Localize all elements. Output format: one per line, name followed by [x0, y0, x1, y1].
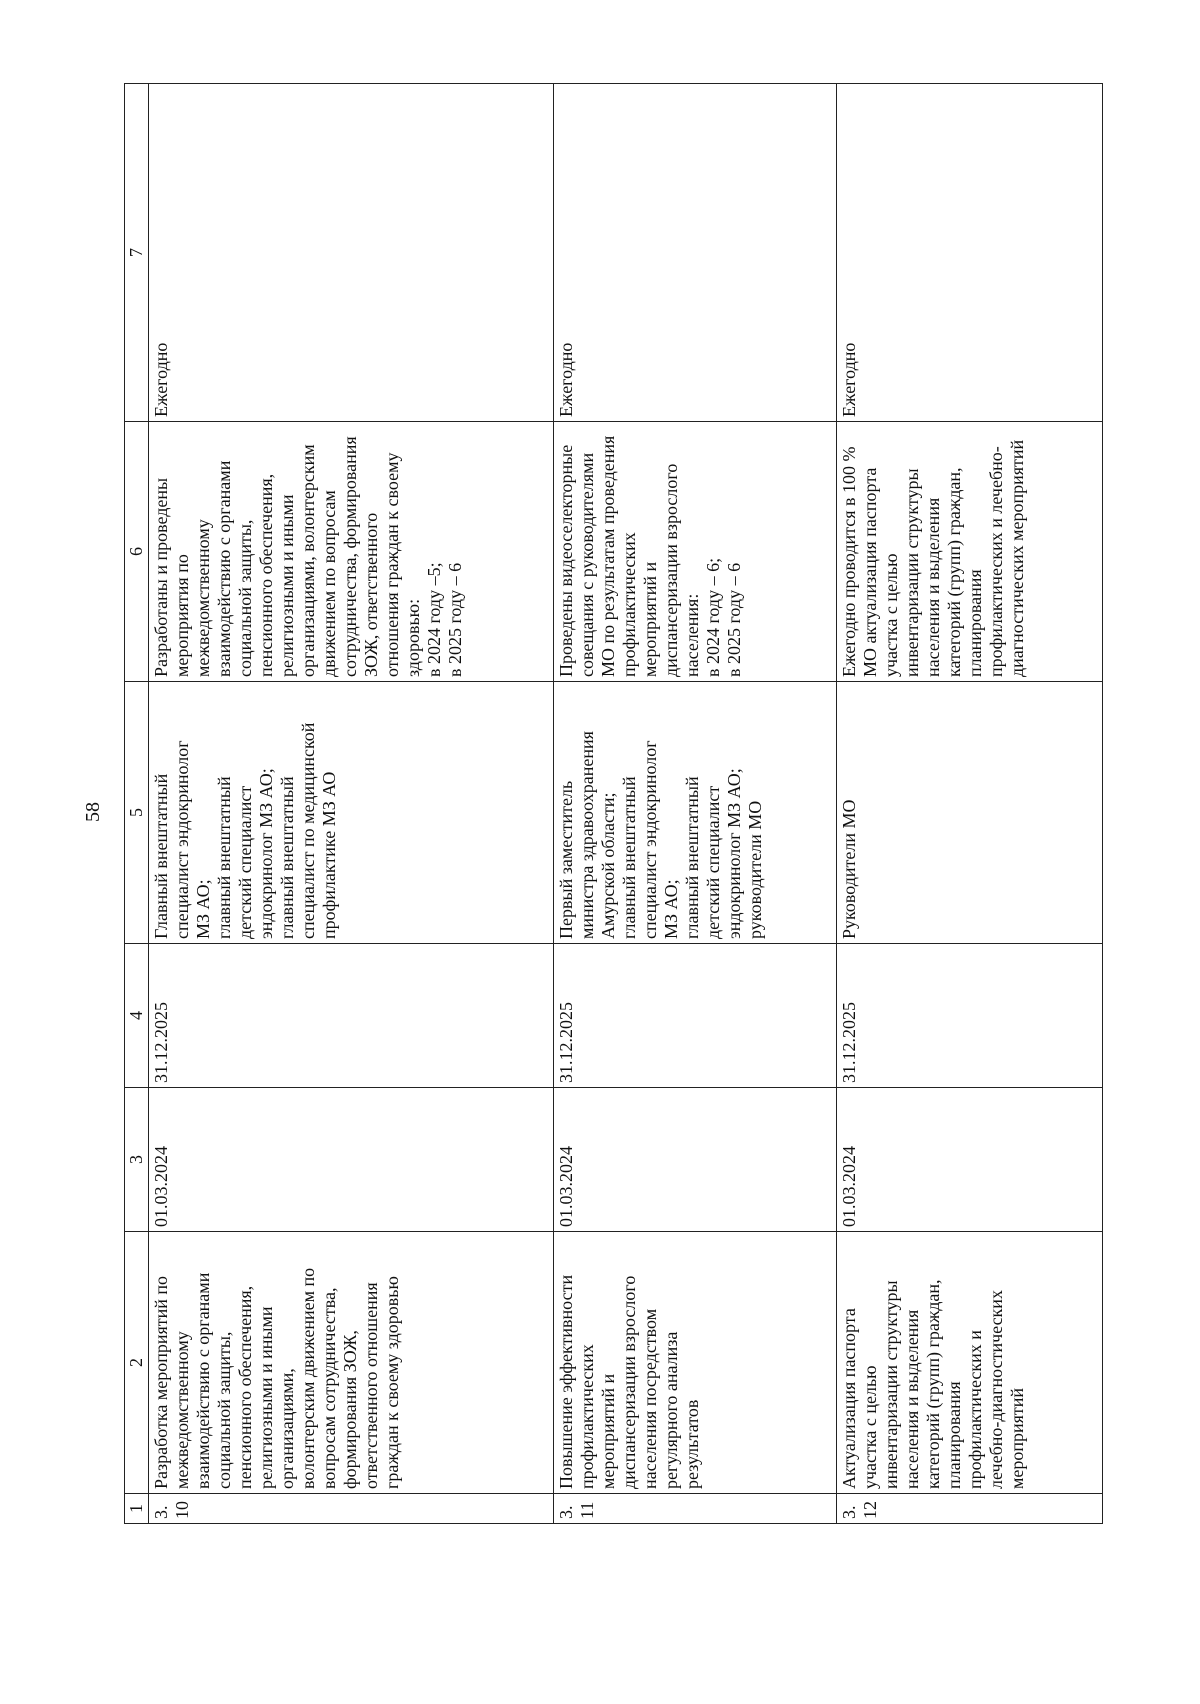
responsible-cell	[149, 682, 554, 944]
table-row	[554, 84, 837, 1524]
activity-line: мероприятий	[1007, 1387, 1027, 1489]
plan-table	[124, 83, 1103, 1524]
activity-line: категорий (групп) граждан,	[923, 1279, 943, 1489]
result-line: участка с целью	[881, 553, 901, 677]
header-cell: 6	[125, 422, 149, 682]
result-line: населения и выделения	[923, 497, 943, 677]
result-line: Разработаны и проведены	[151, 477, 171, 677]
result-line: в 2025 году – 6	[724, 562, 744, 677]
responsible-line: детский специалист	[235, 785, 255, 939]
header-cell: 1	[125, 1494, 149, 1524]
responsible-line: специалист эндокринолог	[640, 740, 660, 939]
responsible-line: главный внештатный	[214, 776, 234, 939]
activity-line: ответственного отношения	[361, 1282, 381, 1489]
row-number: 3.12	[837, 1494, 1103, 1524]
header-cell: 7	[125, 84, 149, 422]
result-line: взаимодействию с органами	[214, 460, 234, 677]
activity-cell	[554, 1232, 837, 1494]
activity-line: регулярного анализа	[661, 1331, 681, 1489]
responsible-line: руководители МО	[745, 800, 765, 939]
activity-cell	[149, 1232, 554, 1494]
result-line: мероприятия по	[172, 554, 192, 677]
result-line: отношения граждан к своему	[382, 452, 402, 677]
responsible-line: специалист по медицинской	[298, 722, 318, 939]
result-line: сотрудничества, формирования	[340, 436, 360, 677]
responsible-line: Амурской области;	[598, 792, 618, 939]
start-date: 01.03.2024	[554, 1088, 837, 1232]
activity-line: взаимодействию с органами	[193, 1272, 213, 1489]
activity-line: Актуализация паспорта	[839, 1308, 859, 1489]
header-cell: 4	[125, 944, 149, 1088]
result-line: профилактических	[619, 532, 639, 677]
responsible-line: детский специалист	[703, 785, 723, 939]
row-number: 3.11	[554, 1494, 837, 1524]
responsible-line: МЗ АО;	[193, 879, 213, 939]
responsible-line: профилактике МЗ АО	[319, 771, 339, 939]
start-date: 01.03.2024	[837, 1088, 1103, 1232]
activity-line: формирования ЗОЖ,	[340, 1330, 360, 1489]
result-line: Ежегодно проводится в 100 %	[839, 446, 859, 677]
activity-line: вопросам сотрудничества,	[319, 1287, 339, 1489]
result-line: МО по результатам проведения	[598, 435, 618, 677]
result-line: в 2025 году – 6	[445, 562, 465, 677]
responsible-line: Руководители МО	[839, 799, 859, 939]
activity-line: планирования	[944, 1381, 964, 1489]
responsible-line: главный внештатный	[682, 776, 702, 939]
activity-line: участка с целью	[860, 1365, 880, 1489]
result-line: в 2024 году –5;	[424, 562, 444, 677]
header-row	[125, 84, 149, 1524]
result-line: ЗОЖ, ответственного	[361, 512, 381, 677]
result-line: диспансеризации взрослого	[661, 463, 681, 677]
page-number: 58	[82, 802, 104, 822]
period-cell: Ежегодно	[554, 84, 837, 422]
responsible-line: главный внештатный	[619, 776, 639, 939]
activity-line: инвентаризации структуры	[881, 1280, 901, 1489]
activity-line: волонтерским движением по	[298, 1267, 318, 1489]
activity-line: диспансеризации взрослого	[619, 1275, 639, 1489]
responsible-cell	[554, 682, 837, 944]
result-line: в 2024 году – 6;	[703, 557, 723, 677]
result-line: планирования	[965, 569, 985, 677]
activity-line: лечебно-диагностических	[986, 1290, 1006, 1489]
end-date: 31.12.2025	[837, 944, 1103, 1088]
header-cell: 2	[125, 1232, 149, 1494]
result-line: религиозными и иными	[277, 494, 297, 677]
result-cell	[554, 422, 837, 682]
result-line: категорий (групп) граждан,	[944, 467, 964, 677]
period-cell: Ежегодно	[837, 84, 1103, 422]
activity-line: пенсионного обеспечения,	[235, 1285, 255, 1489]
row-number: 3.10	[149, 1494, 554, 1524]
result-line: диагностических мероприятий	[1007, 439, 1027, 677]
activity-line: религиозными и иными	[256, 1306, 276, 1489]
activity-line: Разработка мероприятий по	[151, 1275, 171, 1489]
result-line: населения:	[682, 593, 702, 677]
activity-line: организациями,	[277, 1368, 297, 1489]
header-cell: 5	[125, 682, 149, 944]
period-cell: Ежегодно	[149, 84, 554, 422]
activity-line: населения и выделения	[902, 1309, 922, 1489]
activity-line: граждан к своему здоровью	[382, 1276, 402, 1489]
responsible-line: эндокринолог МЗ АО;	[256, 768, 276, 939]
responsible-line: главный внештатный	[277, 776, 297, 939]
result-line: Проведены видеоселекторные	[556, 444, 576, 677]
activity-line: мероприятий и	[598, 1373, 618, 1489]
result-line: пенсионного обеспечения,	[256, 473, 276, 677]
header-cell: 3	[125, 1088, 149, 1232]
responsible-line: специалист эндокринолог	[172, 740, 192, 939]
responsible-line: Главный внештатный	[151, 773, 171, 939]
result-line: здоровью:	[403, 598, 423, 677]
result-cell	[149, 422, 554, 682]
table-row	[149, 84, 554, 1524]
activity-line: профилактических и	[965, 1330, 985, 1489]
responsible-line: Первый заместитель	[556, 780, 576, 939]
result-line: движением по вопросам	[319, 490, 339, 677]
rotated-table-container	[124, 84, 1144, 1524]
result-line: социальной защиты,	[235, 519, 255, 677]
activity-line: Повышение эффективности	[556, 1274, 576, 1489]
activity-line: социальной защиты,	[214, 1331, 234, 1489]
start-date: 01.03.2024	[149, 1088, 554, 1232]
responsible-line: министра здравоохранения	[577, 731, 597, 939]
responsible-cell	[837, 682, 1103, 944]
activity-line: межведомственному	[172, 1331, 192, 1489]
end-date: 31.12.2025	[554, 944, 837, 1088]
responsible-line: МЗ АО;	[661, 879, 681, 939]
result-line: межведомственному	[193, 519, 213, 677]
result-line: организациями, волонтерским	[298, 444, 318, 677]
activity-cell	[837, 1232, 1103, 1494]
result-line: МО актуализация паспорта	[860, 467, 880, 677]
result-line: инвентаризации структуры	[902, 468, 922, 677]
activity-line: населения посредством	[640, 1308, 660, 1489]
activity-line: результатов	[682, 1399, 702, 1489]
result-line: мероприятий и	[640, 561, 660, 677]
responsible-line: эндокринолог МЗ АО;	[724, 768, 744, 939]
result-line: профилактических и лечебно-	[986, 446, 1006, 677]
table-row	[837, 84, 1103, 1524]
result-cell	[837, 422, 1103, 682]
result-line: совещания с руководителями	[577, 452, 597, 677]
end-date: 31.12.2025	[149, 944, 554, 1088]
activity-line: профилактических	[577, 1344, 597, 1489]
